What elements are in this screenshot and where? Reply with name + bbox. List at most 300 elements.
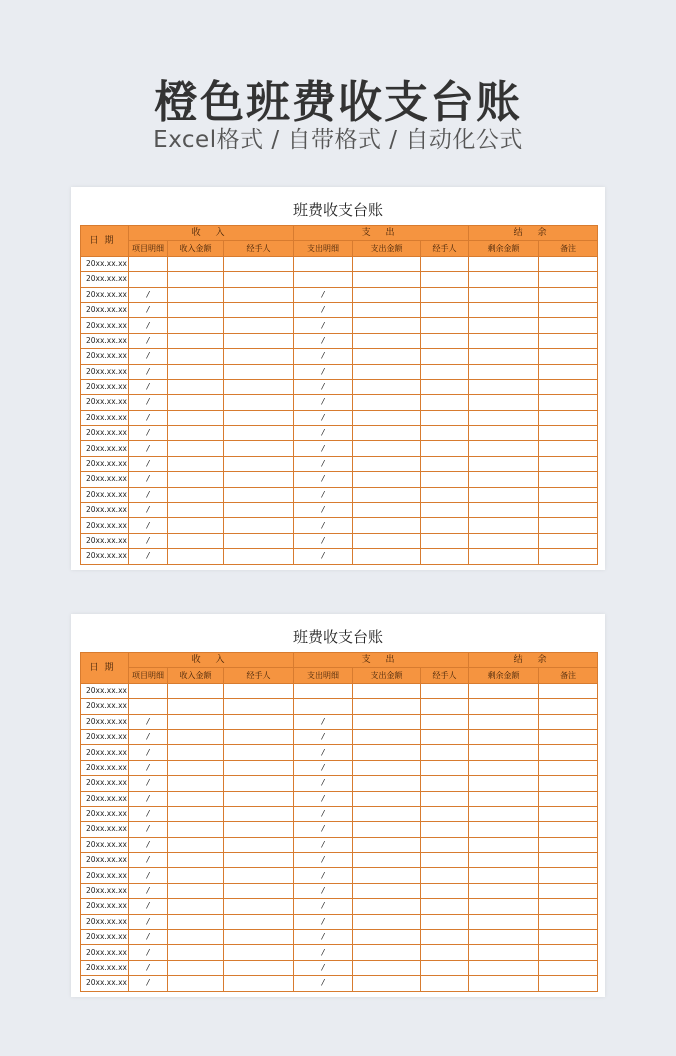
cell-date: 20xx.xx.xx [81, 318, 129, 333]
cell-note [539, 683, 598, 698]
cell-expense-handler [421, 806, 469, 821]
cell-expense-amount [353, 806, 421, 821]
cell-note [539, 868, 598, 883]
ledger-table [80, 225, 598, 565]
cell-income-amount [168, 333, 224, 348]
cell-note [539, 426, 598, 441]
cell-expense-item: / [294, 364, 353, 379]
cell-date: 20xx.xx.xx [81, 745, 129, 760]
cell-income-item: / [129, 837, 168, 852]
cell-note [539, 472, 598, 487]
cell-remaining [469, 899, 539, 914]
cell-expense-amount [353, 441, 421, 456]
cell-remaining [469, 364, 539, 379]
cell-expense-item: / [294, 976, 353, 991]
cell-date: 20xx.xx.xx [81, 302, 129, 317]
cell-note [539, 729, 598, 744]
cell-expense-amount [353, 256, 421, 271]
table-row [81, 914, 598, 929]
cell-expense-amount [353, 518, 421, 533]
cell-expense-item: / [294, 853, 353, 868]
cell-expense-item: / [294, 945, 353, 960]
cell-income-amount [168, 410, 224, 425]
cell-income-handler [224, 729, 294, 744]
cell-income-amount [168, 318, 224, 333]
cell-expense-item: / [294, 868, 353, 883]
cell-income-item: / [129, 426, 168, 441]
cell-expense-handler [421, 379, 469, 394]
cell-note [539, 714, 598, 729]
cell-income-handler [224, 745, 294, 760]
cell-expense-handler [421, 899, 469, 914]
cell-expense-item: / [294, 791, 353, 806]
cell-expense-handler [421, 791, 469, 806]
cell-remaining [469, 945, 539, 960]
cell-note [539, 776, 598, 791]
cell-income-handler [224, 333, 294, 348]
cell-expense-item: / [294, 456, 353, 471]
cell-expense-item: / [294, 518, 353, 533]
cell-expense-item [294, 256, 353, 271]
cell-remaining [469, 272, 539, 287]
header-income-item: 项目明细 [129, 668, 168, 683]
cell-date: 20xx.xx.xx [81, 930, 129, 945]
table-row [81, 379, 598, 394]
table-row [81, 487, 598, 502]
cell-expense-item: / [294, 503, 353, 518]
cell-date: 20xx.xx.xx [81, 426, 129, 441]
cell-note [539, 699, 598, 714]
cell-expense-handler [421, 776, 469, 791]
cell-expense-item: / [294, 549, 353, 564]
table-row [81, 549, 598, 564]
header-income: 收 入 [129, 226, 294, 241]
table-row [81, 745, 598, 760]
cell-income-item: / [129, 760, 168, 775]
table-row [81, 302, 598, 317]
cell-income-handler [224, 699, 294, 714]
cell-date: 20xx.xx.xx [81, 914, 129, 929]
cell-expense-amount [353, 791, 421, 806]
cell-expense-item: / [294, 318, 353, 333]
cell-income-amount [168, 549, 224, 564]
cell-income-item: / [129, 914, 168, 929]
cell-income-amount [168, 714, 224, 729]
cell-remaining [469, 395, 539, 410]
cell-income-amount [168, 503, 224, 518]
page-title: 橙色班费收支台账 [154, 77, 522, 128]
cell-expense-handler [421, 256, 469, 271]
cell-income-handler [224, 760, 294, 775]
table-row [81, 426, 598, 441]
cell-income-item: / [129, 806, 168, 821]
cell-expense-handler [421, 518, 469, 533]
header-income: 收 入 [129, 653, 294, 668]
cell-date: 20xx.xx.xx [81, 699, 129, 714]
cell-income-item: / [129, 976, 168, 991]
cell-expense-amount [353, 853, 421, 868]
cell-expense-amount [353, 683, 421, 698]
cell-expense-amount [353, 426, 421, 441]
cell-remaining [469, 729, 539, 744]
cell-expense-amount [353, 302, 421, 317]
cell-expense-handler [421, 441, 469, 456]
cell-expense-item: / [294, 714, 353, 729]
cell-date: 20xx.xx.xx [81, 287, 129, 302]
table-row [81, 533, 598, 548]
cell-income-item: / [129, 302, 168, 317]
cell-income-amount [168, 868, 224, 883]
header-expense-handler: 经手人 [421, 668, 469, 683]
cell-expense-amount [353, 272, 421, 287]
cell-income-amount [168, 776, 224, 791]
cell-date: 20xx.xx.xx [81, 729, 129, 744]
cell-income-handler [224, 549, 294, 564]
header-remaining: 剩余金额 [469, 241, 539, 256]
cell-income-handler [224, 410, 294, 425]
cell-expense-handler [421, 318, 469, 333]
cell-income-item: / [129, 441, 168, 456]
cell-note [539, 930, 598, 945]
cell-income-handler [224, 302, 294, 317]
cell-expense-handler [421, 714, 469, 729]
cell-note [539, 256, 598, 271]
table-row [81, 776, 598, 791]
cell-date: 20xx.xx.xx [81, 441, 129, 456]
cell-income-amount [168, 837, 224, 852]
cell-note [539, 899, 598, 914]
cell-expense-handler [421, 302, 469, 317]
table-row [81, 410, 598, 425]
cell-expense-handler [421, 822, 469, 837]
cell-note [539, 302, 598, 317]
cell-income-handler [224, 426, 294, 441]
cell-note [539, 760, 598, 775]
cell-date: 20xx.xx.xx [81, 945, 129, 960]
table-row [81, 960, 598, 975]
cell-expense-amount [353, 699, 421, 714]
cell-expense-item: / [294, 379, 353, 394]
header-remaining: 剩余金额 [469, 668, 539, 683]
cell-income-handler [224, 518, 294, 533]
cell-note [539, 806, 598, 821]
cell-expense-item [294, 272, 353, 287]
cell-expense-item: / [294, 760, 353, 775]
cell-income-item: / [129, 379, 168, 394]
cell-date: 20xx.xx.xx [81, 822, 129, 837]
cell-expense-item: / [294, 287, 353, 302]
cell-income-item: / [129, 395, 168, 410]
cell-income-item: / [129, 503, 168, 518]
table-row [81, 349, 598, 364]
cell-expense-amount [353, 899, 421, 914]
header-income-amount: 收入金额 [168, 668, 224, 683]
cell-date: 20xx.xx.xx [81, 533, 129, 548]
cell-expense-handler [421, 868, 469, 883]
cell-expense-item: / [294, 487, 353, 502]
table-row [81, 760, 598, 775]
sheet-title: 班费收支台账 [292, 628, 383, 646]
table-row [81, 472, 598, 487]
cell-expense-handler [421, 487, 469, 502]
cell-expense-handler [421, 364, 469, 379]
cell-income-amount [168, 899, 224, 914]
sheet-title: 班费收支台账 [292, 201, 383, 219]
header-note: 备注 [539, 241, 598, 256]
cell-note [539, 853, 598, 868]
cell-note [539, 441, 598, 456]
cell-date: 20xx.xx.xx [81, 349, 129, 364]
cell-income-amount [168, 364, 224, 379]
cell-expense-handler [421, 683, 469, 698]
cell-remaining [469, 302, 539, 317]
cell-remaining [469, 791, 539, 806]
cell-income-handler [224, 776, 294, 791]
cell-expense-amount [353, 379, 421, 394]
table-row [81, 729, 598, 744]
cell-income-item: / [129, 318, 168, 333]
cell-note [539, 272, 598, 287]
cell-expense-item: / [294, 472, 353, 487]
cell-expense-item: / [294, 837, 353, 852]
cell-income-item: / [129, 410, 168, 425]
cell-expense-handler [421, 456, 469, 471]
cell-income-amount [168, 930, 224, 945]
cell-expense-amount [353, 822, 421, 837]
cell-income-amount [168, 518, 224, 533]
cell-date: 20xx.xx.xx [81, 960, 129, 975]
cell-note [539, 837, 598, 852]
cell-income-item: / [129, 776, 168, 791]
header-date: 日期 [81, 653, 129, 684]
cell-income-amount [168, 256, 224, 271]
cell-expense-amount [353, 776, 421, 791]
cell-income-item: / [129, 533, 168, 548]
ledger-body [81, 256, 598, 564]
cell-income-handler [224, 472, 294, 487]
cell-expense-handler [421, 549, 469, 564]
cell-note [539, 287, 598, 302]
cell-expense-item: / [294, 914, 353, 929]
cell-remaining [469, 714, 539, 729]
cell-income-amount [168, 533, 224, 548]
cell-income-handler [224, 930, 294, 945]
header-income-item: 项目明细 [129, 241, 168, 256]
cell-expense-amount [353, 456, 421, 471]
cell-income-amount [168, 472, 224, 487]
header-note: 备注 [539, 668, 598, 683]
cell-expense-amount [353, 395, 421, 410]
cell-income-amount [168, 729, 224, 744]
cell-expense-amount [353, 410, 421, 425]
header-balance: 结 余 [469, 226, 598, 241]
table-row [81, 364, 598, 379]
cell-expense-amount [353, 930, 421, 945]
cell-income-handler [224, 349, 294, 364]
cell-expense-item: / [294, 302, 353, 317]
cell-income-handler [224, 487, 294, 502]
cell-income-amount [168, 487, 224, 502]
table-row [81, 503, 598, 518]
cell-expense-item: / [294, 776, 353, 791]
cell-expense-handler [421, 729, 469, 744]
ledger-body [81, 683, 598, 991]
cell-income-amount [168, 287, 224, 302]
cell-note [539, 745, 598, 760]
cell-remaining [469, 837, 539, 852]
cell-date: 20xx.xx.xx [81, 868, 129, 883]
cell-income-handler [224, 533, 294, 548]
cell-income-amount [168, 441, 224, 456]
cell-income-handler [224, 287, 294, 302]
header-date: 日期 [81, 226, 129, 257]
cell-note [539, 379, 598, 394]
cell-expense-amount [353, 318, 421, 333]
cell-income-handler [224, 379, 294, 394]
cell-remaining [469, 683, 539, 698]
table-row [81, 518, 598, 533]
cell-income-item: / [129, 822, 168, 837]
table-row [81, 945, 598, 960]
cell-date: 20xx.xx.xx [81, 976, 129, 991]
cell-income-item: / [129, 487, 168, 502]
cell-remaining [469, 745, 539, 760]
cell-expense-handler [421, 976, 469, 991]
cell-date: 20xx.xx.xx [81, 503, 129, 518]
cell-remaining [469, 976, 539, 991]
cell-remaining [469, 883, 539, 898]
cell-expense-amount [353, 349, 421, 364]
cell-income-amount [168, 960, 224, 975]
table-row [81, 868, 598, 883]
cell-note [539, 945, 598, 960]
header-expense: 支 出 [294, 226, 469, 241]
cell-remaining [469, 256, 539, 271]
cell-expense-handler [421, 272, 469, 287]
cell-income-amount [168, 914, 224, 929]
cell-expense-item [294, 699, 353, 714]
table-row [81, 806, 598, 821]
cell-income-handler [224, 976, 294, 991]
cell-income-item [129, 699, 168, 714]
cell-date: 20xx.xx.xx [81, 518, 129, 533]
cell-remaining [469, 549, 539, 564]
cell-remaining [469, 318, 539, 333]
header-expense: 支 出 [294, 653, 469, 668]
cell-income-amount [168, 883, 224, 898]
cell-income-amount [168, 791, 224, 806]
cell-note [539, 518, 598, 533]
cell-date: 20xx.xx.xx [81, 379, 129, 394]
cell-expense-handler [421, 699, 469, 714]
header-expense-handler: 经手人 [421, 241, 469, 256]
cell-income-handler [224, 853, 294, 868]
cell-income-amount [168, 976, 224, 991]
cell-expense-amount [353, 487, 421, 502]
cell-note [539, 533, 598, 548]
header-expense-amount: 支出金额 [353, 241, 421, 256]
cell-income-item: / [129, 883, 168, 898]
cell-income-handler [224, 318, 294, 333]
table-row [81, 441, 598, 456]
cell-income-handler [224, 272, 294, 287]
cell-expense-amount [353, 745, 421, 760]
cell-note [539, 318, 598, 333]
cell-remaining [469, 533, 539, 548]
cell-remaining [469, 426, 539, 441]
cell-expense-amount [353, 914, 421, 929]
table-row [81, 930, 598, 945]
table-row [81, 287, 598, 302]
cell-remaining [469, 960, 539, 975]
header-expense-item: 支出明细 [294, 668, 353, 683]
cell-expense-handler [421, 503, 469, 518]
cell-expense-handler [421, 930, 469, 945]
cell-income-handler [224, 806, 294, 821]
cell-expense-item: / [294, 441, 353, 456]
cell-expense-handler [421, 945, 469, 960]
cell-income-handler [224, 441, 294, 456]
cell-income-item [129, 272, 168, 287]
ledger-table [80, 652, 598, 992]
cell-remaining [469, 853, 539, 868]
cell-expense-handler [421, 760, 469, 775]
cell-expense-item: / [294, 533, 353, 548]
cell-income-amount [168, 426, 224, 441]
cell-income-amount [168, 945, 224, 960]
cell-income-amount [168, 395, 224, 410]
cell-expense-item: / [294, 806, 353, 821]
cell-note [539, 364, 598, 379]
cell-date: 20xx.xx.xx [81, 899, 129, 914]
table-row [81, 318, 598, 333]
cell-expense-amount [353, 472, 421, 487]
table-row [81, 683, 598, 698]
cell-expense-item: / [294, 349, 353, 364]
cell-date: 20xx.xx.xx [81, 549, 129, 564]
cell-income-handler [224, 714, 294, 729]
cell-expense-amount [353, 729, 421, 744]
cell-income-item: / [129, 899, 168, 914]
cell-expense-handler [421, 426, 469, 441]
cell-expense-item: / [294, 410, 353, 425]
cell-income-amount [168, 272, 224, 287]
cell-note [539, 960, 598, 975]
header-income-amount: 收入金额 [168, 241, 224, 256]
cell-remaining [469, 410, 539, 425]
cell-income-amount [168, 760, 224, 775]
table-row [81, 395, 598, 410]
cell-remaining [469, 456, 539, 471]
cell-income-handler [224, 883, 294, 898]
cell-date: 20xx.xx.xx [81, 456, 129, 471]
cell-expense-amount [353, 868, 421, 883]
cell-income-amount [168, 349, 224, 364]
cell-date: 20xx.xx.xx [81, 714, 129, 729]
cell-date: 20xx.xx.xx [81, 837, 129, 852]
cell-income-handler [224, 822, 294, 837]
cell-expense-handler [421, 883, 469, 898]
cell-remaining [469, 503, 539, 518]
cell-date: 20xx.xx.xx [81, 760, 129, 775]
cell-income-handler [224, 395, 294, 410]
cell-note [539, 976, 598, 991]
cell-expense-handler [421, 533, 469, 548]
cell-expense-item: / [294, 426, 353, 441]
cell-remaining [469, 379, 539, 394]
cell-income-amount [168, 302, 224, 317]
cell-income-handler [224, 960, 294, 975]
